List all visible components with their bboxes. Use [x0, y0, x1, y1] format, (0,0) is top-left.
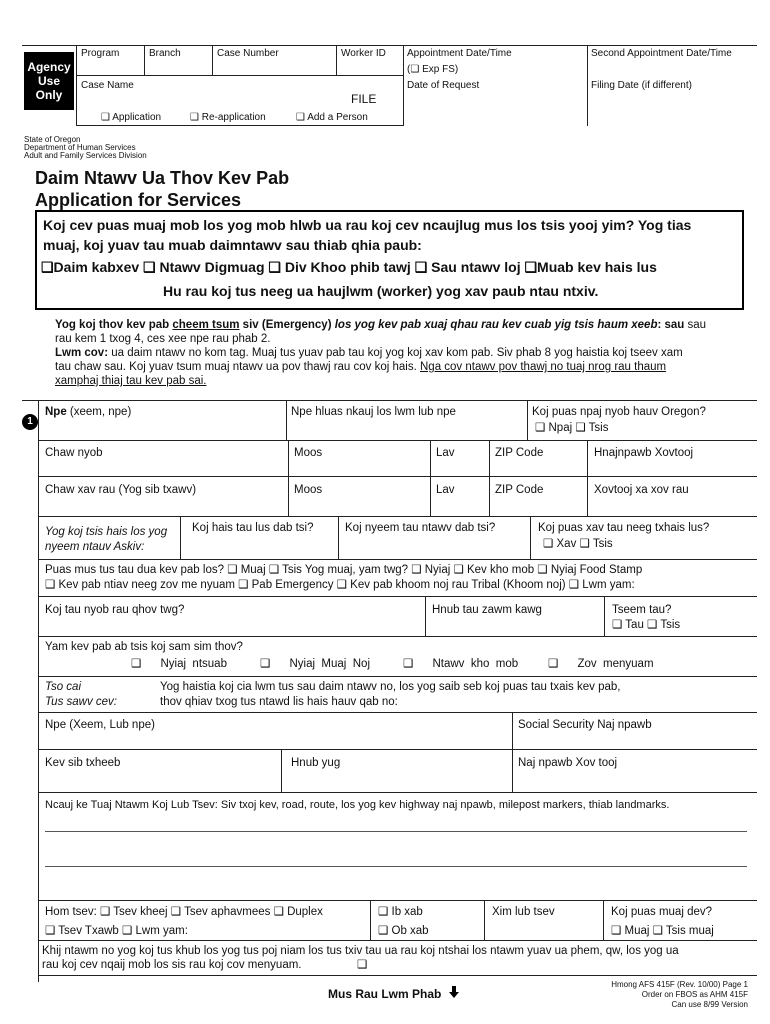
mail-address-field[interactable]: Chaw xav rau (Yog sib txawv): [45, 484, 197, 496]
live-oregon-label: Koj puas npaj nyob hauv Oregon?: [532, 406, 706, 418]
emergency-text-e: : sau: [657, 319, 685, 331]
auth-name-field[interactable]: Npe (Xeem, Lub npe): [45, 719, 155, 731]
other-label: Lwm cov:: [55, 347, 109, 359]
dog-question: Koj puas muaj dev?: [611, 906, 713, 918]
case-number-label: Case Number: [217, 48, 279, 59]
need-interpreter-label: Koj puas xav tau neeg txhais lus?: [538, 522, 710, 534]
emergency-text-c: siv (Emergency): [239, 319, 335, 331]
request-question: Yam kev pab ab tsis koj sam sim thov?: [45, 641, 243, 653]
language-speak-field[interactable]: Koj hais tau lus dab tsi?: [192, 522, 314, 534]
directions-line-2[interactable]: [45, 866, 747, 867]
next-page-text: Mus Rau Lwm Phab: [328, 987, 442, 1001]
safety-checkbox[interactable]: ❑: [357, 959, 368, 971]
zip-field-2[interactable]: ZIP Code: [495, 484, 544, 496]
agency-use-text: Agency Use Only: [27, 60, 71, 102]
message-phone-field[interactable]: Xovtooj xa xov rau: [594, 484, 689, 496]
still-receive-label: Tseem tau?: [612, 604, 672, 616]
name-hint: (xeem, npe): [66, 406, 132, 418]
safety-text-2: rau koj cev nqaij mob los sis rau koj cov menyuam.: [42, 959, 302, 971]
need-interpreter-options[interactable]: ❑ Xav ❑ Tsis: [543, 538, 613, 550]
page-title-hmong: Daim Ntawv Ua Thov Kev Pab: [35, 168, 290, 188]
emergency-line-2: rau kem 1 txog 4, ces xee npe rau phab 2.: [55, 333, 271, 345]
form-version: Can use 8/99 Version: [671, 1000, 748, 1009]
authorized-label-2: Tus sawv cev:: [45, 696, 117, 708]
request-medical-checkbox[interactable]: ❑ Ntawv kho mob: [403, 658, 519, 670]
request-cash-checkbox[interactable]: ❑ Nyiaj ntsuab: [131, 658, 227, 670]
prior-help-line-1[interactable]: Puas mus tus tau dua kev pab los? ❑ Muaj ❑ Tsis Yog muaj, yam twg? ❑ Nyiaj ❑ Kev kho mob ❑ Nyiaj Food Stamp: [45, 564, 643, 576]
other-names-field[interactable]: Npe hluas nkauj los lwm lub npe: [291, 406, 456, 418]
date-request-label: Date of Request: [407, 80, 480, 91]
directions-line-1[interactable]: [45, 831, 747, 832]
form-number: Hmong AFS 415F (Rev. 10/00) Page 1: [611, 980, 748, 989]
exp-fs-label: (❑ Exp FS): [407, 64, 459, 75]
emergency-text-a: Yog koj thov kev pab: [55, 319, 173, 331]
phone-field[interactable]: Hnajnpawb Xovtooj: [594, 447, 694, 459]
agency-use-label: [24, 52, 74, 110]
second-appt-label: Second Appointment Date/Time: [591, 48, 732, 59]
ssn-field[interactable]: Social Security Naj npawb: [518, 719, 652, 731]
state-field-1[interactable]: Lav: [436, 447, 455, 459]
agency-division: Adult and Family Services Division: [24, 151, 147, 160]
worker-id-label: Worker ID: [341, 48, 386, 59]
home-type-options-2[interactable]: ❑ Tsev Txawb ❑ Lwm yam:: [45, 925, 188, 937]
zip-field-1[interactable]: ZIP Code: [495, 447, 544, 459]
application-checkbox[interactable]: ❑ Application: [101, 112, 162, 123]
add-person-checkbox[interactable]: ❑ Add a Person: [296, 112, 368, 123]
form-order: Order on FBOS as AHM 415F: [641, 990, 748, 999]
floors-one-checkbox[interactable]: ❑ Ib xab: [378, 906, 423, 918]
state-field-2[interactable]: Lav: [436, 484, 455, 496]
format-options[interactable]: ❑Daim kabxev ❑ Ntawv Digmuag ❑ Div Khoo phib tawj ❑ Sau ntawv loj ❑Muab kev hais lus: [41, 259, 657, 275]
language-read-field[interactable]: Koj nyeem tau ntawv dab tsi?: [345, 522, 496, 534]
auth-relation-field[interactable]: Kev sib txheeb: [45, 757, 121, 769]
intro-line-2: muaj, koj yuav tau muab daimntawv sau thiab qhia paub:: [43, 237, 422, 253]
intro-line-1: Koj cev puas muaj mob los yog mob hlwb ua rau koj cev ncaujlug mus los tsis yooj yim? Yog tias: [43, 217, 692, 233]
branch-label: Branch: [149, 48, 181, 59]
appt-date-label: Appointment Date/Time: [407, 48, 512, 59]
still-receive-options[interactable]: ❑ Tau ❑ Tsis: [612, 619, 681, 631]
emergency-text-d: los yog kev pab xuaj qhau rau kev cuab yig tsis haum xeeb: [334, 319, 658, 331]
where-lived-field[interactable]: Koj tau nyob rau qhov twg?: [45, 604, 185, 616]
last-date-field[interactable]: Hnub tau zawm kawg: [432, 604, 542, 616]
house-color-field[interactable]: Xim lub tsev: [492, 906, 555, 918]
filing-date-label: Filing Date (if different): [591, 80, 692, 91]
authorized-label-1: Tso cai: [45, 681, 82, 693]
dog-options[interactable]: ❑ Muaj ❑ Tsis muaj: [611, 925, 714, 937]
other-line-2: [55, 360, 666, 374]
reapplication-checkbox[interactable]: ❑ Re-application: [190, 112, 266, 123]
live-oregon-options[interactable]: ❑ Npaj ❑ Tsis: [535, 422, 609, 434]
authorized-text-2: thov qhiav txog tus ntawd lis hais hauv qab no:: [160, 696, 398, 708]
interpreter-note-1: Yog koj tsis hais los yog: [45, 526, 168, 538]
city-field-2[interactable]: Moos: [294, 484, 323, 496]
other-text-2a: tau chaw sau. Koj yuav tsum muaj ntawv ua pov thawj rau cov koj hais.: [55, 361, 420, 373]
emergency-text-b: cheem tsum: [172, 319, 240, 331]
case-name-label: Case Name: [81, 80, 134, 91]
directions-label: Ncauj ke Tuaj Ntawm Koj Lub Tsev: Siv txoj kev, road, route, los yog kev highway naj npawb, milepost markers, thiab landmarks.: [45, 799, 670, 811]
other-text: ua daim ntawv no kom tag. Muaj tus yuav pab tau koj yog koj xav kom pab. Siv phab 8 yog haistia koj tseev xam: [108, 347, 683, 359]
authorized-text-1: Yog haistia koj cia lwm tus sau daim ntawv no, los yog saib seb koj puas tau txais kev pab,: [160, 681, 621, 693]
emergency-line-1: [55, 318, 706, 332]
city-field-1[interactable]: Moos: [294, 447, 323, 459]
request-food-checkbox[interactable]: ❑ Nyiaj Muaj Noj: [260, 658, 371, 670]
interpreter-note-2: nyeem ntauv Askiv:: [45, 541, 145, 553]
floors-two-checkbox[interactable]: ❑ Ob xab: [378, 925, 429, 937]
other-text-2b: Nga cov ntawv pov thawj no tuaj nrog rau thaum: [420, 361, 667, 373]
contact-worker-note: Hu rau koj tus neeg ua haujlwm (worker) yog xav paub ntau ntxiv.: [163, 283, 599, 299]
auth-phone-field[interactable]: Naj npawb Xov tooj: [518, 757, 618, 769]
request-childcare-checkbox[interactable]: ❑ Zov menyuam: [548, 658, 654, 670]
other-line-3: xamphaj thiaj tau kev pab sai.: [55, 375, 207, 387]
agency-department: Department of Human Services: [24, 143, 136, 152]
name-label: Npe: [45, 406, 67, 418]
section-1-number: 1: [27, 416, 33, 427]
agency-state: State of Oregon: [24, 135, 81, 144]
other-line-1: [55, 346, 683, 360]
home-address-field[interactable]: Chaw nyob: [45, 447, 103, 459]
auth-birthdate-field[interactable]: Hnub yug: [291, 757, 341, 769]
program-label: Program: [81, 48, 120, 59]
emergency-text-f: sau: [687, 319, 707, 331]
prior-help-line-2[interactable]: ❑ Kev pab ntiav neeg zov me nyuam ❑ Pab Emergency ❑ Kev pab khoom noj rau Tribal (Khoom noj) ❑ Lwm yam:: [45, 579, 635, 591]
page-title-english: Application for Services: [35, 190, 242, 210]
safety-text-1: Khij ntawm no yog koj tus khub los yog tus poj niam los tus txiv tau ua rau koj ntshai los ntawm yuav ua phem, qw, los yog ua: [42, 945, 679, 957]
home-type-options[interactable]: Hom tsev: ❑ Tsev kheej ❑ Tsev aphavmees ❑ Duplex: [45, 906, 323, 918]
name-field[interactable]: [45, 405, 131, 419]
file-label: FILE: [351, 92, 377, 106]
next-page-label[interactable]: [328, 986, 459, 1001]
section-1-marker: [22, 414, 38, 430]
arrow-down-icon: [449, 986, 459, 1001]
